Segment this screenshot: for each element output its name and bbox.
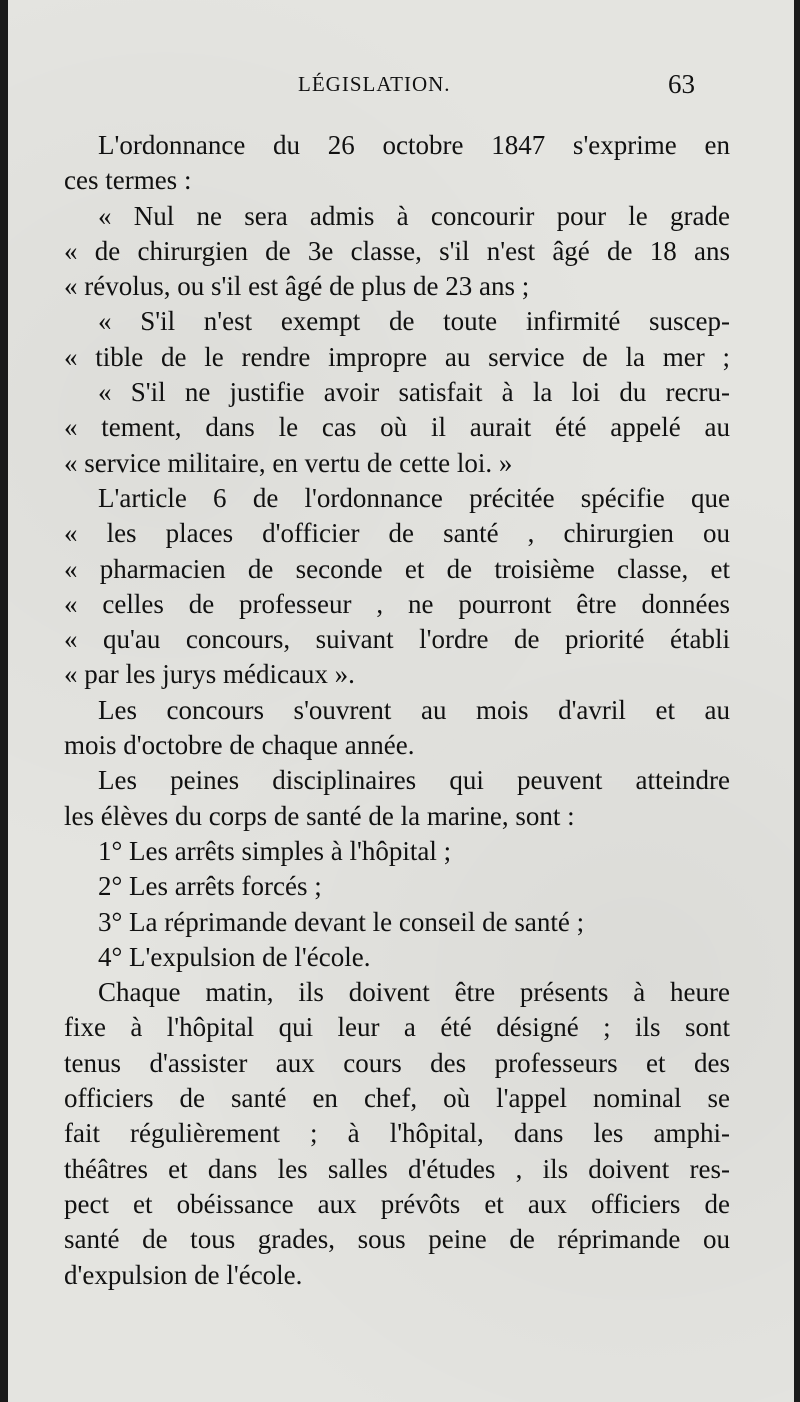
body-text	[64, 128, 730, 1293]
text-line: les élèves du corps de santé de la marine, sont :	[64, 800, 575, 831]
running-title: LÉGISLATION.	[298, 72, 451, 96]
text-line: « S'il ne justifie avoir satisfait à la loi du recru-	[98, 377, 730, 408]
text-line: « tement, dans le cas où il aurait été appelé au	[64, 412, 730, 443]
text-line: « S'il n'est exempt de toute infirmité suscep-	[98, 306, 730, 337]
text-line: officiers de santé en chef, où l'appel nominal se	[64, 1083, 730, 1114]
text-line: « révolus, ou s'il est âgé de plus de 23 ans ;	[64, 271, 530, 302]
text-line: 3° La réprimande devant le conseil de santé ;	[98, 906, 585, 937]
text-line: ces termes :	[64, 165, 192, 196]
text-line: mois d'octobre de chaque année.	[64, 730, 415, 761]
page-number: 63	[668, 69, 695, 99]
text-line: fixe à l'hôpital qui leur a été désigné ; ils sont	[64, 1012, 730, 1043]
text-line: « par les jurys médicaux ».	[64, 659, 355, 690]
text-line: pect et obéissance aux prévôts et aux officiers de	[64, 1188, 730, 1219]
text-line: Les peines disciplinaires qui peuvent atteindre	[98, 765, 730, 796]
text-line: tenus d'assister aux cours des professeurs et des	[64, 1047, 730, 1078]
text-line: santé de tous grades, sous peine de réprimande ou	[64, 1224, 730, 1255]
text-line: L'article 6 de l'ordonnance précitée spécifie que	[98, 482, 730, 513]
text-line: 4° L'expulsion de l'école.	[98, 941, 371, 972]
text-line: « celles de professeur , ne pourront être données	[64, 588, 730, 619]
text-line: « Nul ne sera admis à concourir pour le grade	[98, 200, 730, 231]
text-line: « service militaire, en vertu de cette loi. »	[64, 447, 513, 478]
text-line: « qu'au concours, suivant l'ordre de priorité établi	[64, 624, 730, 655]
text-line: Chaque matin, ils doivent être présents à heure	[98, 977, 730, 1008]
text-line: fait régulièrement ; à l'hôpital, dans les amphi-	[64, 1118, 730, 1149]
text-line: « les places d'officier de santé , chirurgien ou	[64, 518, 730, 549]
text-line: Les concours s'ouvrent au mois d'avril et au	[98, 694, 730, 725]
book-page	[8, 0, 794, 1402]
text-line: 2° Les arrêts forcés ;	[98, 871, 322, 902]
text-line: « pharmacien de seconde et de troisième classe, et	[64, 553, 730, 584]
text-line: 1° Les arrêts simples à l'hôpital ;	[98, 835, 452, 866]
text-line: « tible de le rendre impropre au service de la mer ;	[64, 341, 730, 372]
text-line: d'expulsion de l'école.	[64, 1259, 303, 1290]
text-line: « de chirurgien de 3e classe, s'il n'est âgé de 18 ans	[64, 235, 730, 266]
page-header	[8, 69, 794, 106]
text-line: L'ordonnance du 26 octobre 1847 s'exprime en	[98, 130, 730, 160]
text-line: théâtres et dans les salles d'études , ils doivent res-	[64, 1153, 730, 1184]
